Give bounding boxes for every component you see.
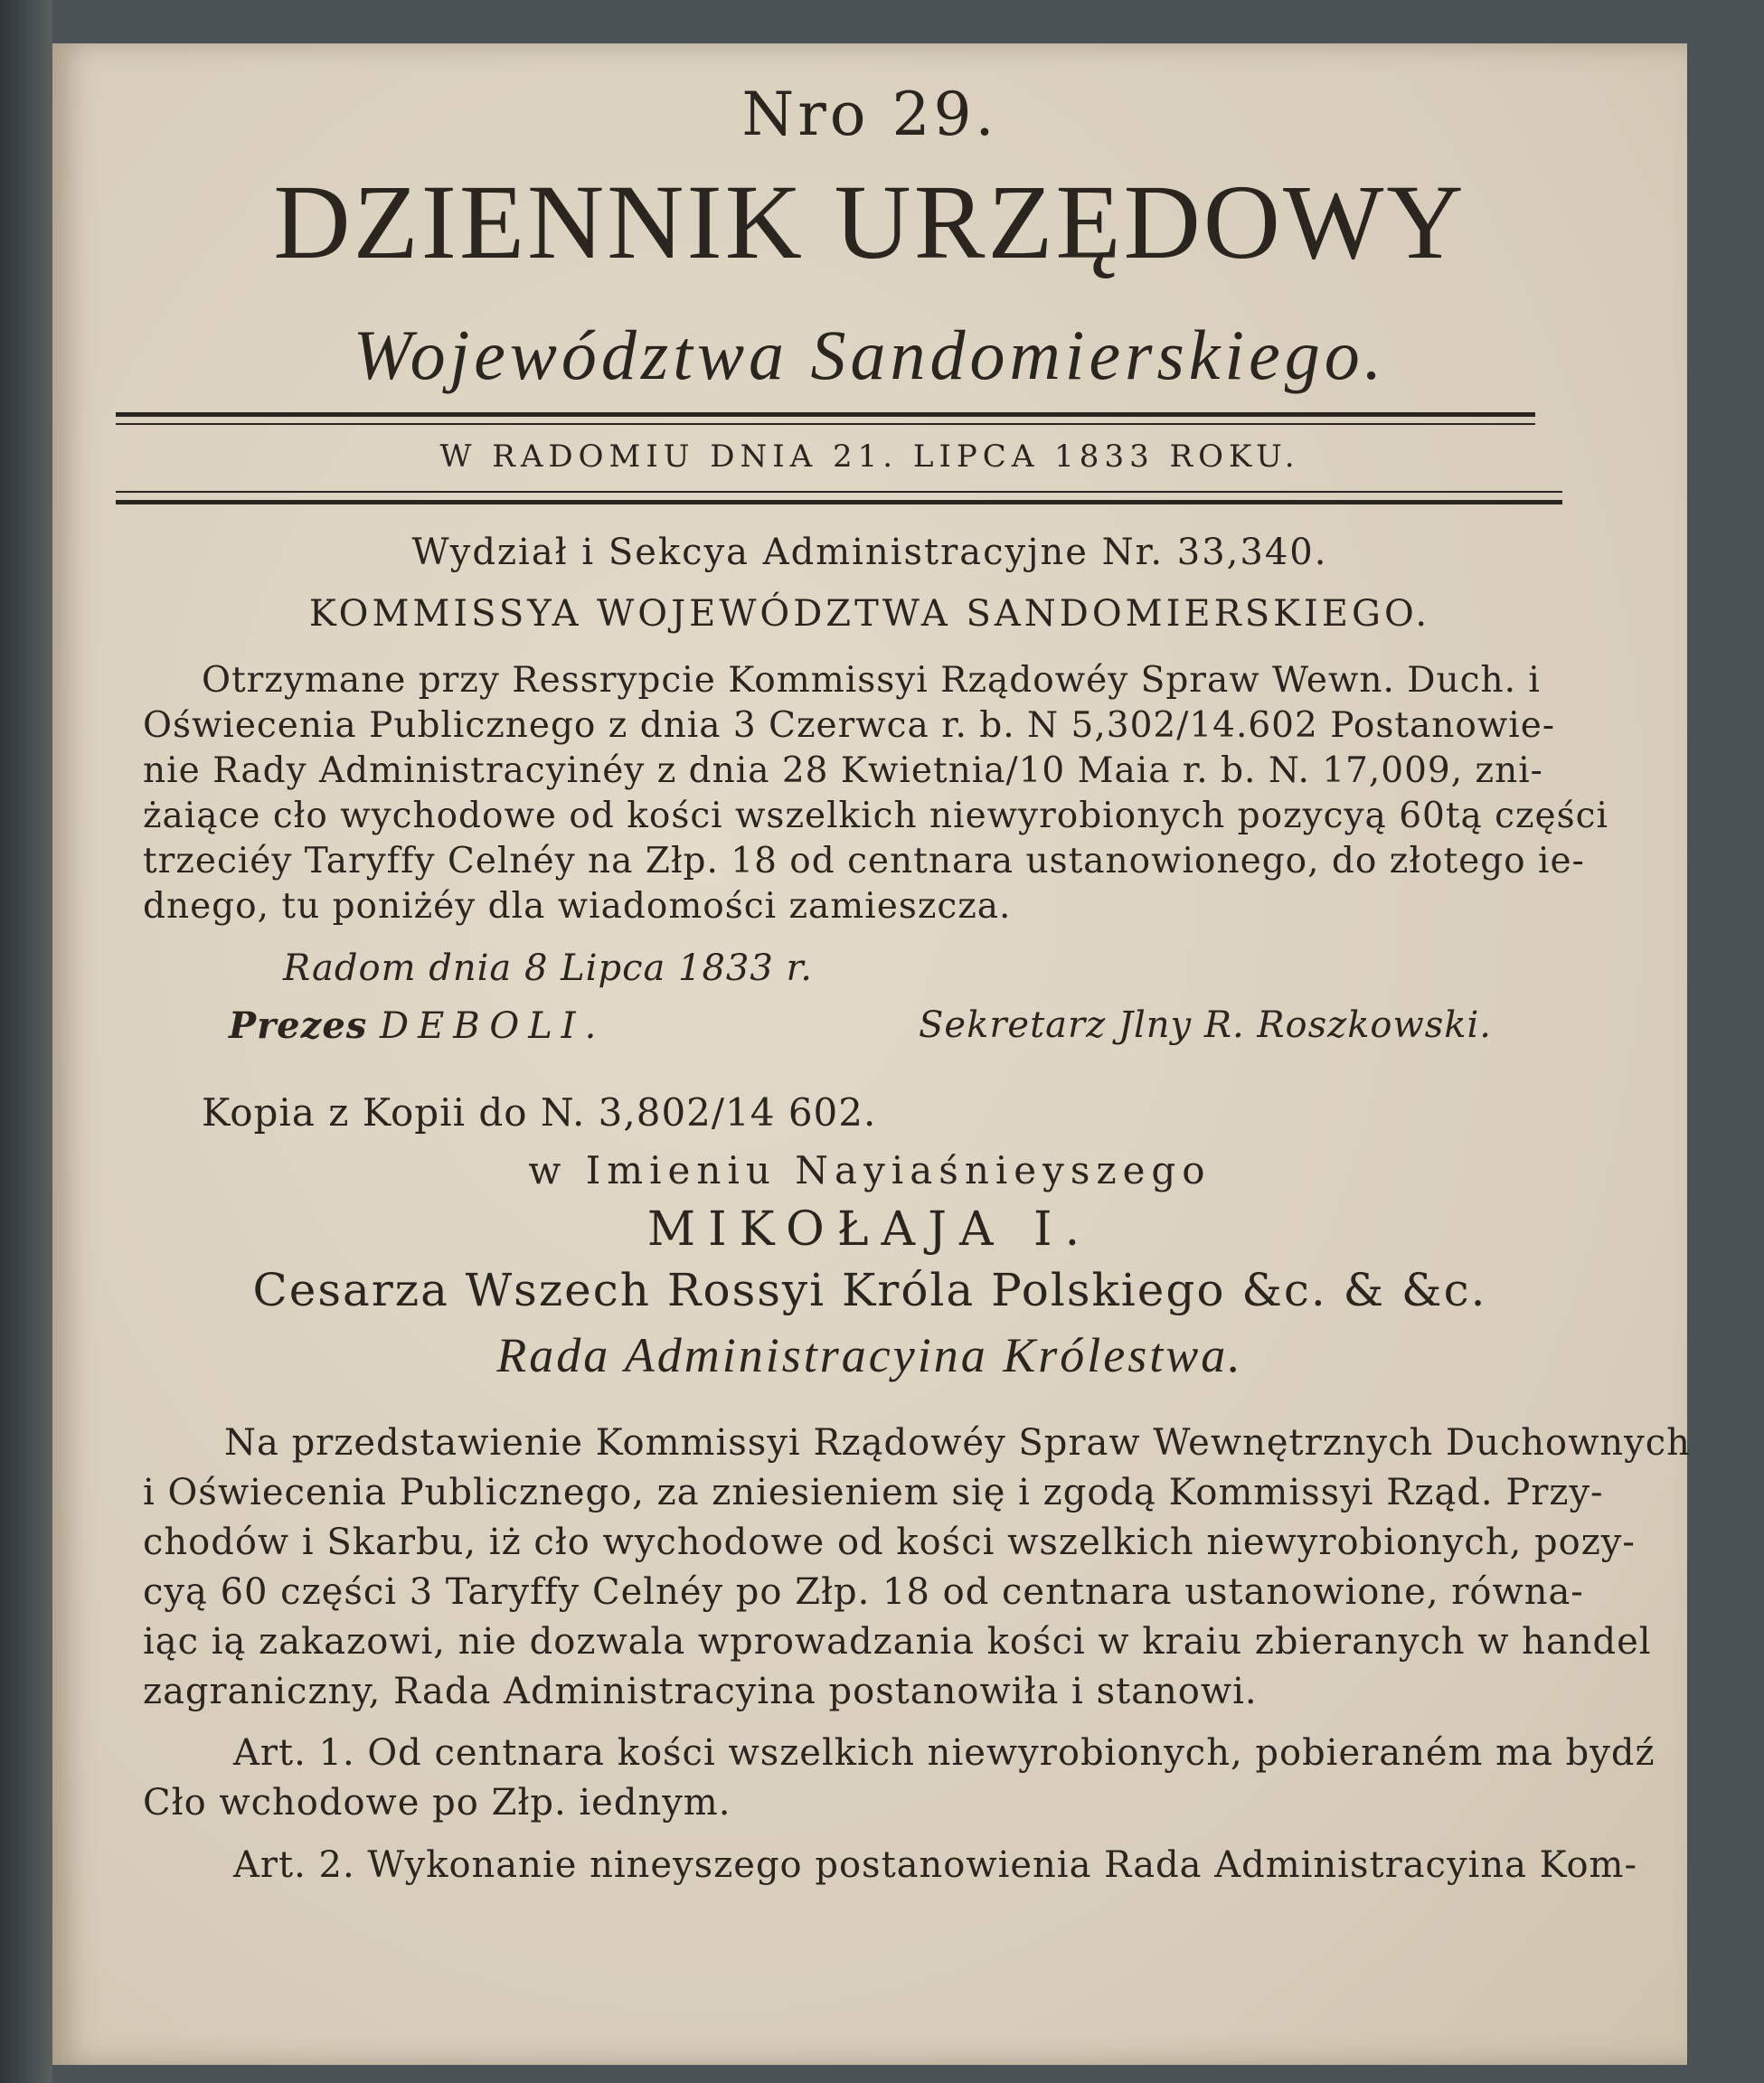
newspaper-subtitle: Województwa Sandomierskiego.: [353, 316, 1387, 394]
paragraph1-line: Otrzymane przy Ressrypcie Kommissyi Rządowéy Spraw Wewn. Duch. i: [202, 660, 1541, 701]
paragraph2-line: zagraniczny, Rada Administracyina postanowiła i stanowi.: [143, 1671, 1258, 1712]
president-signature: [229, 1004, 605, 1047]
copy-reference: Kopia z Kopii do N. 3,802/14 602.: [202, 1090, 877, 1135]
paragraph2-line: i Oświecenia Publicznego, za zniesieniem się i zgodą Kommissyi Rząd. Przy-: [143, 1472, 1604, 1513]
paragraph1-line: Oświecenia Publicznego z dnia 3 Czerwca r. b. N 5,302/14.602 Postanowie-: [143, 705, 1555, 746]
paragraph2-line: Na przedstawienie Kommissyi Rządowéy Spraw Wewnętrznych Duchownych: [224, 1422, 1691, 1464]
header-rule-top-thin: [116, 423, 1535, 425]
paragraph1-line: dnego, tu poniżéy dla wiadomości zamieszcza.: [143, 886, 1012, 927]
emperor-name: MIKOŁAJA I.: [646, 1202, 1093, 1257]
department-reference: Wydział i Sekcya Administracyjne Nr. 33,340.: [411, 532, 1328, 573]
header-rule-top: [116, 412, 1535, 417]
document-page: [52, 43, 1691, 2065]
article1-line: Cło wchodowe po Złp. iednym.: [143, 1782, 731, 1824]
paragraph2-line: cyą 60 części 3 Taryffy Celnéy po Złp. 18 od centnara ustanowione, równa-: [143, 1571, 1584, 1613]
issue-number: Nro 29.: [741, 80, 998, 149]
paragraph1-line: nie Rady Administracyinéy z dnia 28 Kwietnia/10 Maia r. b. N. 17,009, zni-: [143, 750, 1543, 791]
paragraph1-line: trzeciéy Taryffy Celnéy na Złp. 18 od centnara ustanowionego, do złotego ie-: [143, 841, 1585, 881]
emperor-title: Cesarza Wszech Rossyi Króla Polskiego &c. & &c.: [252, 1264, 1487, 1316]
president-name: DEBOLI.: [380, 1005, 606, 1047]
header-rule-bottom: [116, 500, 1562, 504]
commission-heading: KOMMISSYA WOJEWÓDZTWA SANDOMIERSKIEGO.: [308, 593, 1431, 635]
paragraph2-line: iąc ią zakazowi, nie dozwala wprowadzania kości w kraiu zbieranych w handel: [143, 1621, 1652, 1663]
book-spine: [0, 0, 52, 2083]
newspaper-title: DZIENNIK URZĘDOWY: [273, 163, 1467, 281]
in-name-of: w Imieniu Nayiaśnieyszego: [528, 1148, 1212, 1192]
article2-line: Art. 2. Wykonanie nineyszego postanowienia Rada Administracyina Kom-: [233, 1844, 1637, 1886]
secretary-signature: Sekretarz Jlny R. Roszkowski.: [919, 1004, 1493, 1046]
president-label: Prezes: [229, 1004, 368, 1047]
paragraph2-line: chodów i Skarbu, iż cło wychodowe od kości wszelkich niewyrobionych, pozy-: [143, 1522, 1636, 1563]
dateline: W RADOMIU DNIA 21. LIPCA 1833 ROKU.: [439, 438, 1300, 475]
council-name: Rada Administracyina Królestwa.: [496, 1328, 1243, 1382]
paragraph1-line: żaiące cło wychodowe od kości wszelkich niewyrobionych pozycyą 60tą części: [143, 796, 1608, 836]
header-rule-bottom-thin: [116, 491, 1562, 493]
article1-line: Art. 1. Od centnara kości wszelkich niewyrobionych, pobieraném ma bydź: [233, 1732, 1656, 1774]
place-date: Radom dnia 8 Lipca 1833 r.: [283, 947, 813, 989]
